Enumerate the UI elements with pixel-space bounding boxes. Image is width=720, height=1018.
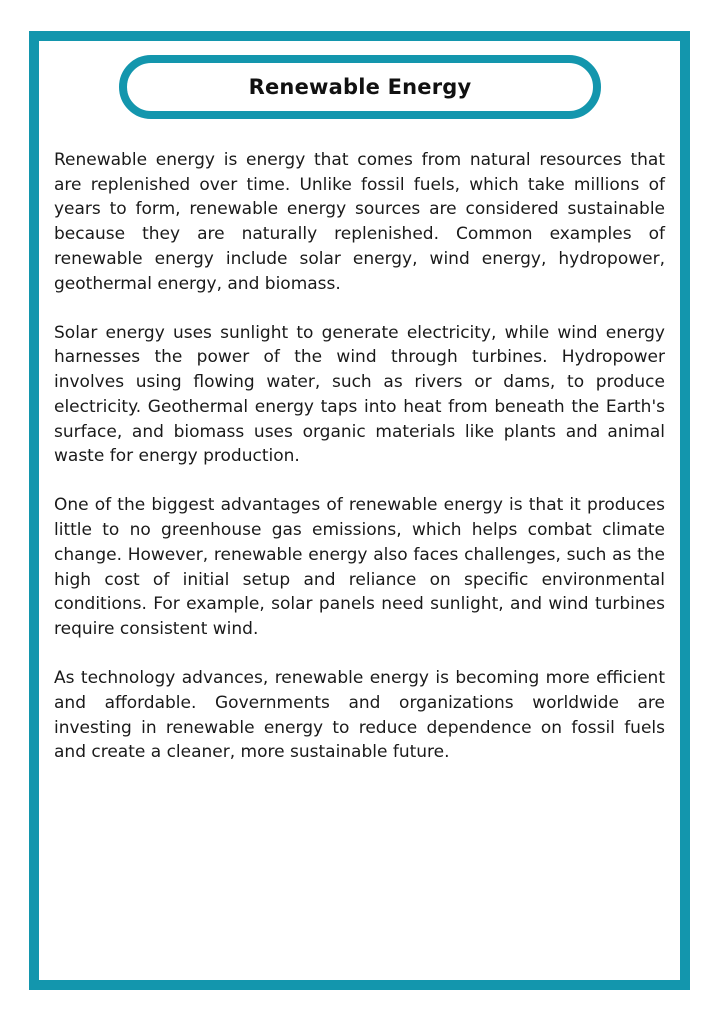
paragraph-sources: Solar energy uses sunlight to generate electricity, while wind energy harnesses the power of the wind through turbines. Hydropower involves using flowing water, such as rivers or dams, to produce electricity. Geothermal energy taps into heat from beneath the Earth's surface, and biomass uses organic materials like plants and animal waste for energy production. [54,322,665,467]
article-body [54,148,665,789]
paragraph-future: As technology advances, renewable energy is becoming more efficient and affordable. Governments and organizations worldwide are investing in renewable energy to reduce dependence on fossil fuels and create a cleaner, more sustainable future. [54,668,665,763]
paragraph-advantages: One of the biggest advantages of renewable energy is that it produces little to no greenhouse gas emissions, which helps combat climate change. However, renewable energy also faces challenges, such as the high cost of initial setup and reliance on specific environmental conditions. For example, solar panels need sunlight, and wind turbines require consistent wind. [54,495,665,639]
paragraph-intro: Renewable energy is energy that comes from natural resources that are replenished over time. Unlike fossil fuels, which take millions of years to form, renewable energy sources are considered sustainable because they are naturally replenished. Common examples of renewable energy include solar energy, wind energy, hydropower, geothermal energy, and biomass. [54,150,665,294]
title-banner [119,55,601,119]
page-title: Renewable Energy [248,75,472,99]
